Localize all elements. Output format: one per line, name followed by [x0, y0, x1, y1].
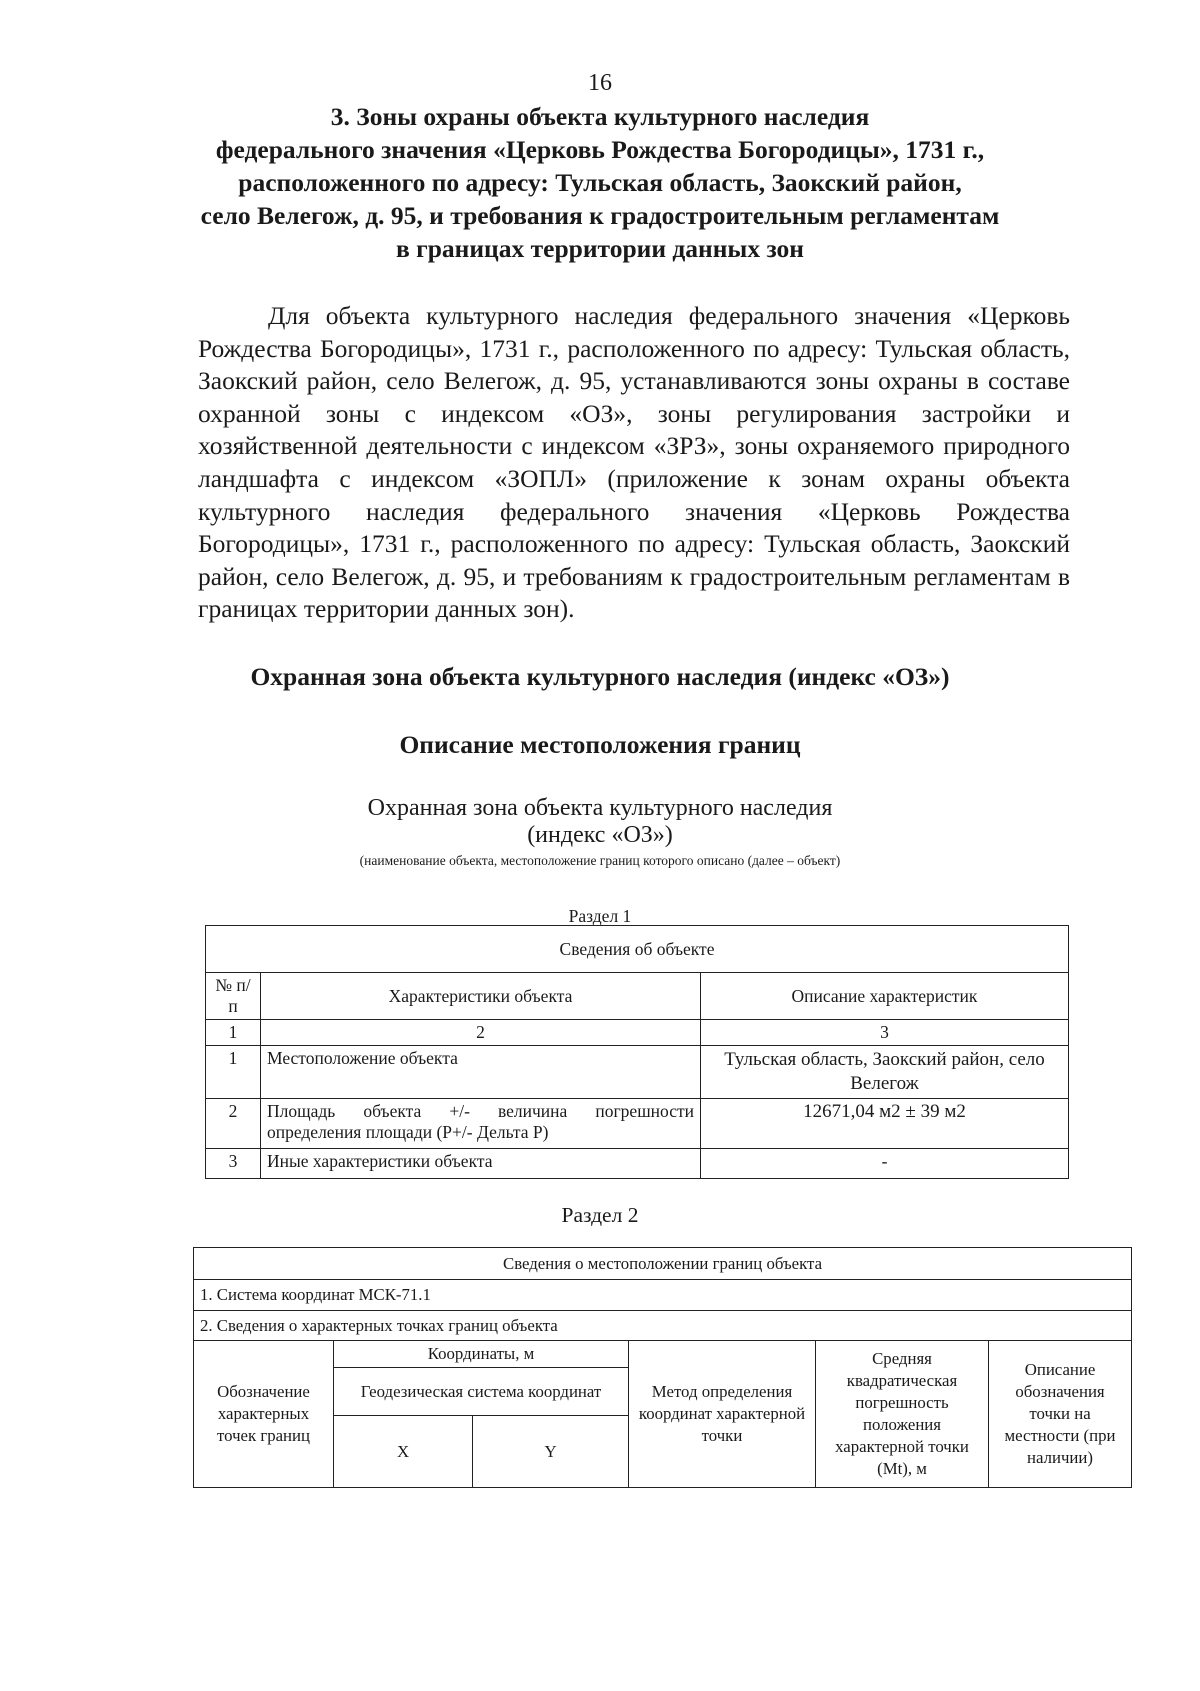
row-characteristic: Площадь объекта +/- величина погрешности определения площади (Р+/- Дельта Р) [261, 1099, 701, 1149]
object-name-line-1: Охранная зона объекта культурного наследия [367, 795, 833, 821]
table1-header-num: № п/п [206, 973, 261, 1020]
row-num: 1 [206, 1046, 261, 1099]
section-heading [180, 100, 1020, 265]
col-x: X [334, 1416, 473, 1488]
col-point-designation: Обозначение характерных точек границ [194, 1341, 334, 1488]
description-heading: Описание местоположения границ [399, 730, 801, 759]
table1-index-cell: 1 [206, 1020, 261, 1046]
row-characteristic: Местоположение объекта [261, 1046, 701, 1099]
object-name-line-2: (индекс «ОЗ») [527, 822, 673, 848]
table-row [206, 1099, 1069, 1149]
heading-line-2: федерального значения «Церковь Рождества Богородицы», 1731 г., [215, 135, 985, 164]
points-title: 2. Сведения о характерных точках границ объекта [194, 1311, 1132, 1341]
col-coordinates: Координаты, м [334, 1341, 629, 1368]
table1-header-desc: Описание характеристик [701, 973, 1069, 1020]
object-info-table [205, 925, 1069, 1179]
page-number: 16 [588, 70, 612, 96]
section-1-label: Раздел 1 [568, 906, 632, 926]
row-description: 12671,04 м2 ± 39 м2 [701, 1099, 1069, 1149]
row-num: 2 [206, 1099, 261, 1149]
object-name [180, 795, 1020, 849]
oz-heading: Охранная зона объекта культурного наследия (индекс «ОЗ») [250, 662, 950, 691]
table1-index-cell: 2 [261, 1020, 701, 1046]
col-y: Y [473, 1416, 629, 1488]
col-mean-error: Средняя квадратическая погрешность положения характерной точки (Mt), м [816, 1341, 989, 1488]
table1-title: Сведения об объекте [206, 926, 1069, 973]
col-point-description: Описание обозначения точки на местности (при наличии) [989, 1341, 1132, 1488]
heading-line-3: расположенного по адресу: Тульская область, Заокский район, [238, 168, 962, 197]
section-2-label: Раздел 2 [561, 1203, 639, 1227]
col-geodetic-system: Геодезическая система координат [334, 1368, 629, 1416]
row-characteristic: Иные характеристики объекта [261, 1149, 701, 1179]
heading-line-4: село Велегож, д. 95, и требования к градостроительным регламентам [200, 201, 1000, 230]
coordinate-system: 1. Система координат МСК-71.1 [194, 1280, 1132, 1311]
row-description: Тульская область, Заокский район, село Велегож [701, 1046, 1069, 1099]
heading-line-1: 3. Зоны охраны объекта культурного наследия [330, 102, 870, 131]
table2-title: Сведения о местоположении границ объекта [194, 1248, 1132, 1280]
table-row [206, 1046, 1069, 1099]
row-num: 3 [206, 1149, 261, 1179]
intro-paragraph: Для объекта культурного наследия федерального значения «Церковь Рождества Богородицы», 1731 г., расположенного по адресу: Тульская область, Заокский район, село Велегож, д. 95, устанавливаются зоны охраны в составе охранной зоны с индексом «ОЗ», зоны регулирования застройки и хозяйственной деятельности с индексом «ЗРЗ», зоны охраняемого природного ландшафта с индексом «ЗОПЛ» (приложение к зонам охраны объекта культурного наследия федерального значения «Церковь Рождества Богородицы», 1731 г., расположенного по адресу: Тульская область, Заокский район, село Велегож, д. 95, и требованиям к градостроительным регламентам в границах территории данных зон). [198, 301, 1070, 624]
row-description: - [701, 1149, 1069, 1179]
boundary-location-table [193, 1247, 1132, 1488]
table1-index-cell: 3 [701, 1020, 1069, 1046]
table1-header-char: Характеристики объекта [261, 973, 701, 1020]
col-method: Метод определения координат характерной точки [629, 1341, 816, 1488]
heading-line-5: в границах территории данных зон [396, 234, 804, 263]
table-row [206, 1149, 1069, 1179]
object-caption: (наименование объекта, местоположение границ которого описано (далее – объект) [359, 853, 841, 868]
